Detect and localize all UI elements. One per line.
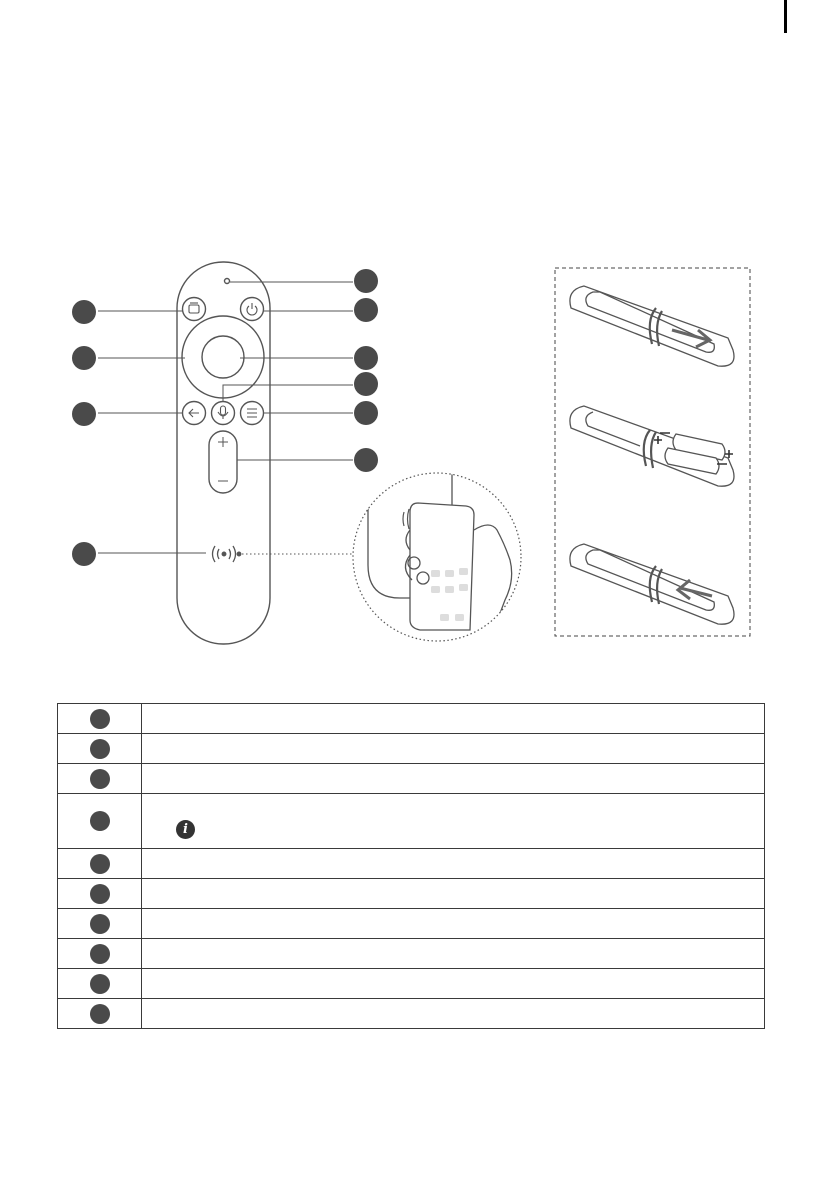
table-row (58, 764, 765, 794)
callout-marker (72, 402, 96, 426)
callout-marker (90, 944, 110, 964)
callout-marker (90, 769, 110, 789)
callout-marker (90, 914, 110, 934)
callout-marker (354, 346, 378, 370)
nfc-icon (222, 552, 226, 556)
nfc-zoom-detail (353, 470, 521, 641)
table-cell (142, 704, 765, 734)
callout-marker (90, 974, 110, 994)
battery-step-open-cover (570, 286, 734, 366)
callout-marker (90, 811, 110, 831)
callout-marker (354, 401, 378, 425)
callout-marker (90, 854, 110, 874)
callout-legend-table (57, 703, 765, 1029)
table-cell (142, 794, 765, 849)
table-cell (142, 909, 765, 939)
table-cell (142, 999, 765, 1029)
callout-marker (90, 739, 110, 759)
table-cell (142, 879, 765, 909)
remote-control (177, 262, 270, 644)
table-row (58, 879, 765, 909)
info-icon: i (176, 820, 195, 839)
battery-step-insert-battery (570, 406, 734, 486)
callout-marker (90, 709, 110, 729)
table-row (58, 849, 765, 879)
table-cell (142, 764, 765, 794)
table-cell (142, 939, 765, 969)
table-row (58, 999, 765, 1029)
table-row (58, 794, 765, 849)
table-row (58, 909, 765, 939)
table-row (58, 939, 765, 969)
callout-marker (72, 542, 96, 566)
callout-marker (354, 269, 378, 293)
table-row (58, 704, 765, 734)
callout-marker (354, 448, 378, 472)
callout-marker (72, 300, 96, 324)
callout-marker (72, 346, 96, 370)
table-cell (142, 734, 765, 764)
table-cell (142, 849, 765, 879)
table-row (58, 734, 765, 764)
callout-marker (90, 884, 110, 904)
callout-marker (90, 1004, 110, 1024)
callout-marker (354, 298, 378, 322)
table-cell (142, 969, 765, 999)
battery-installation-panel (555, 268, 750, 636)
callout-marker (354, 372, 378, 396)
table-row (58, 969, 765, 999)
battery-step-close-cover (570, 544, 734, 624)
